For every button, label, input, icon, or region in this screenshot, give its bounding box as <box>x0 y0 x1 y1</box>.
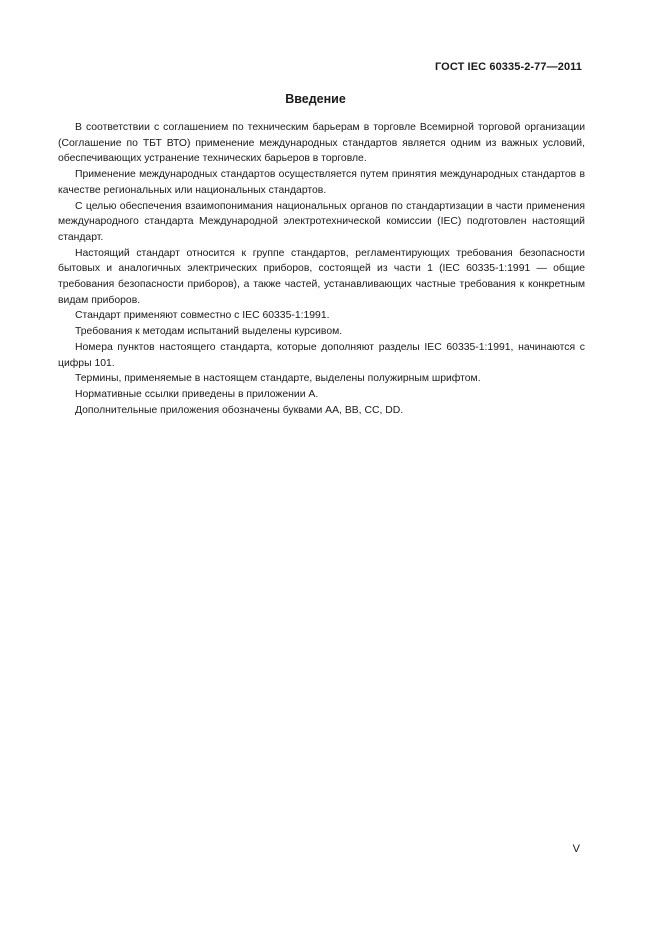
paragraph: Стандарт применяют совместно с IEC 60335-1:1991. <box>75 310 330 322</box>
paragraph: С целью обеспечения взаимопонимания национальных органов по стандартизации в части применения международного стандарта Международной электротехнической комиссии (IEC) подготовлен настоящий стандарт. <box>58 200 585 243</box>
paragraph: В соответствии с соглашением по техническим барьерам в торговле Всемирной торговой организации (Соглашение по ТБТ ВТО) применение международных стандартов является одним из важных условий, обеспечивающих устранение технических барьеров в торговле. <box>58 122 585 165</box>
paragraph: Номера пунктов настоящего стандарта, которые дополняют разделы IEC 60335-1:1991, начинаются с цифры 101. <box>58 341 585 369</box>
introduction-body <box>58 120 585 418</box>
paragraph: Применение международных стандартов осуществляется путем принятия международных стандартов в качестве региональных или национальных стандартов. <box>58 169 585 196</box>
paragraph: Термины, применяемые в настоящем стандарте, выделены полужирным шрифтом. <box>75 373 481 385</box>
page-number: V <box>572 843 580 855</box>
paragraph: Требования к методам испытаний выделены курсивом. <box>75 326 343 338</box>
document-code-header: ГОСТ IEC 60335-2-77—2011 <box>434 61 582 73</box>
paragraph: Настоящий стандарт относится к группе стандартов, регламентирующих требования безопасности бытовых и аналогичных электрических приборов, состоящей из части 1 (IEC 60335-1:1991 — общие требования безопасности приборов), а также частей, устанавливающих частные требования к конкретным видам приборов. <box>58 247 585 306</box>
section-title: Введение <box>285 92 346 106</box>
paragraph: Нормативные ссылки приведены в приложении А. <box>75 388 319 400</box>
paragraph: Дополнительные приложения обозначены буквами АА, ВВ, СС, DD. <box>75 404 404 416</box>
